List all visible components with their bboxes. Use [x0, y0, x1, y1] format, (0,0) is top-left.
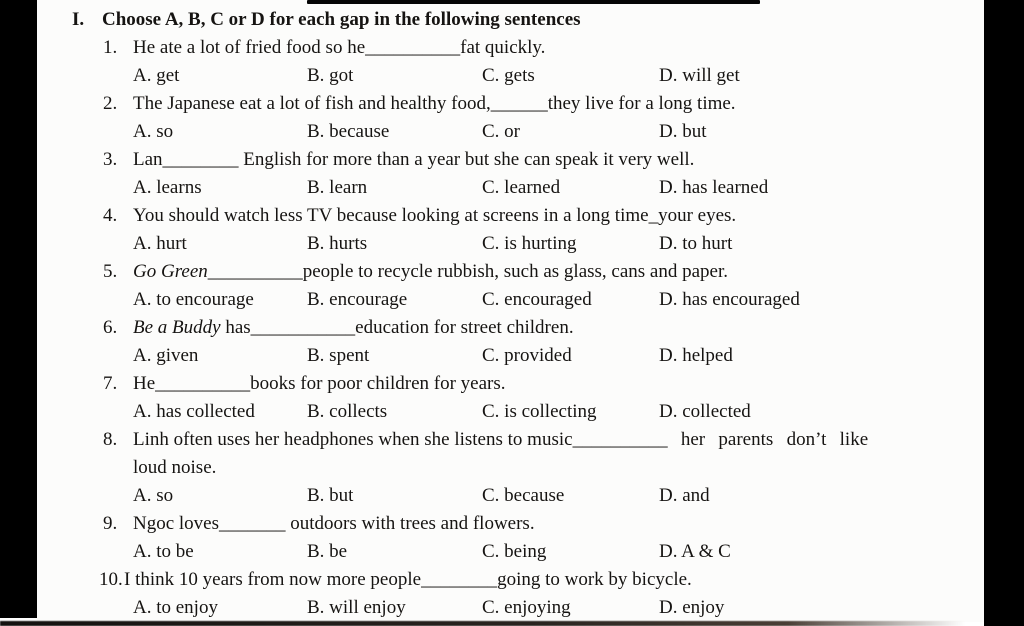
question-text [124, 566, 692, 594]
gap-blank: __________ [365, 37, 461, 58]
text-part: You should watch less TV because looking at screens in a long time [133, 205, 649, 226]
text-part: The Japanese eat a lot of fish and healthy food, [133, 93, 491, 114]
question-7 [37, 370, 984, 398]
question-text [133, 510, 535, 538]
text-part: people to recycle rubbish, such as glass, cans and paper. [302, 261, 729, 282]
text-part: education for street children. [355, 317, 574, 338]
question-text [133, 34, 545, 62]
option-a: A. so [133, 485, 174, 506]
text-part: I think 10 years from now more people [124, 569, 422, 590]
question-4 [37, 202, 984, 230]
option-c: C. gets [482, 65, 535, 86]
option-c: C. because [482, 485, 565, 506]
text-part: Linh often uses her headphones when she listens to music [133, 429, 573, 450]
text-part: they live for a long time. [547, 93, 736, 114]
question-2 [37, 90, 984, 118]
option-b: B. learn [307, 177, 368, 198]
option-b: B. but [307, 485, 354, 506]
option-d: D. to hurt [659, 233, 733, 254]
question-number: 8. [103, 429, 118, 450]
option-d: D. and [659, 485, 710, 506]
question-9 [37, 510, 984, 538]
question-text [133, 202, 736, 230]
option-a: A. hurt [133, 233, 187, 254]
text-part: books for poor children for years. [250, 373, 506, 394]
options-2 [37, 118, 984, 146]
text-part: going to work by bicycle. [497, 569, 692, 590]
option-d: D. will get [659, 65, 740, 86]
section-title: Choose A, B, C or D for each gap in the following sentences [102, 9, 581, 30]
option-d: D. A & C [659, 541, 731, 562]
option-d: D. collected [659, 401, 751, 422]
option-b: B. collects [307, 401, 388, 422]
option-c: C. enjoying [482, 597, 571, 618]
question-number: 6. [103, 317, 118, 338]
option-b: B. be [307, 541, 348, 562]
option-a: A. to enjoy [133, 597, 218, 618]
text-part: loud noise. [133, 457, 217, 478]
question-number: 9. [103, 513, 118, 534]
section-number: I. [72, 9, 85, 30]
gap-blank: __________ [155, 373, 251, 394]
question-text [133, 426, 868, 454]
option-d: D. has learned [659, 177, 769, 198]
options-8 [37, 482, 984, 510]
question-number: 7. [103, 373, 118, 394]
question-text [133, 90, 736, 118]
options-3 [37, 174, 984, 202]
gap-blank: __________ [207, 261, 303, 282]
question-number: 5. [103, 261, 118, 282]
option-c: C. encouraged [482, 289, 592, 310]
option-a: A. to be [133, 541, 194, 562]
scanned-page [37, 0, 984, 622]
text-part: her parents don’t like [667, 429, 869, 450]
option-a: A. has collected [133, 401, 255, 422]
option-a: A. given [133, 345, 199, 366]
question-1 [37, 34, 984, 62]
section-heading [37, 6, 984, 34]
option-b: B. hurts [307, 233, 368, 254]
option-a: A. get [133, 65, 180, 86]
option-c: C. is hurting [482, 233, 577, 254]
text-part: He ate a lot of fried food so he [133, 37, 366, 58]
option-a: A. to encourage [133, 289, 254, 310]
question-8-continuation [37, 454, 984, 482]
options-5 [37, 286, 984, 314]
option-b: B. got [307, 65, 354, 86]
text-part-italic: Be a Buddy [133, 317, 221, 338]
question-number: 10. [99, 569, 123, 590]
question-text [133, 146, 694, 174]
question-number: 1. [103, 37, 118, 58]
gap-blank: _______ [219, 513, 286, 534]
options-6 [37, 342, 984, 370]
text-part: Lan [133, 149, 163, 170]
option-d: D. enjoy [659, 597, 725, 618]
option-d: D. has encouraged [659, 289, 800, 310]
text-part: Ngoc loves [133, 513, 220, 534]
exercise-content [37, 6, 984, 622]
question-text [133, 370, 506, 398]
question-text [133, 258, 728, 286]
text-part: He [133, 373, 156, 394]
gap-blank: __________ [572, 429, 668, 450]
bottom-cutoff-text-smudge [0, 621, 985, 626]
options-9 [37, 538, 984, 566]
question-number: 4. [103, 205, 118, 226]
option-a: A. learns [133, 177, 202, 198]
option-b: B. encourage [307, 289, 408, 310]
gap-blank: ________ [421, 569, 498, 590]
right-black-bar [984, 0, 1024, 626]
question-10 [37, 566, 984, 594]
top-rule-line [307, 0, 760, 4]
option-c: C. learned [482, 177, 561, 198]
option-a: A. so [133, 121, 174, 142]
question-5 [37, 258, 984, 286]
option-c: C. is collecting [482, 401, 597, 422]
option-b: B. because [307, 121, 390, 142]
question-number: 3. [103, 149, 118, 170]
gap-blank: ___________ [250, 317, 356, 338]
text-part: fat quickly. [460, 37, 546, 58]
left-black-bar [0, 0, 37, 618]
gap-blank: ________ [162, 149, 239, 170]
option-c: C. or [482, 121, 520, 142]
option-d: D. helped [659, 345, 733, 366]
text-part: outdoors with trees and flowers. [285, 513, 535, 534]
gap-blank: ______ [490, 93, 548, 114]
gap-blank: _ [648, 205, 659, 226]
question-3 [37, 146, 984, 174]
options-10 [37, 594, 984, 622]
option-c: C. being [482, 541, 547, 562]
options-7 [37, 398, 984, 426]
option-d: D. but [659, 121, 707, 142]
question-number: 2. [103, 93, 118, 114]
question-6 [37, 314, 984, 342]
option-b: B. will enjoy [307, 597, 406, 618]
options-1 [37, 62, 984, 90]
option-b: B. spent [307, 345, 370, 366]
text-part-italic: Go Green [133, 261, 208, 282]
options-4 [37, 230, 984, 258]
option-c: C. provided [482, 345, 572, 366]
question-8 [37, 426, 984, 454]
text-part: English for more than a year but she can speak it very well. [238, 149, 695, 170]
question-text [133, 314, 574, 342]
text-part: your eyes. [658, 205, 737, 226]
text-part: has [220, 317, 251, 338]
